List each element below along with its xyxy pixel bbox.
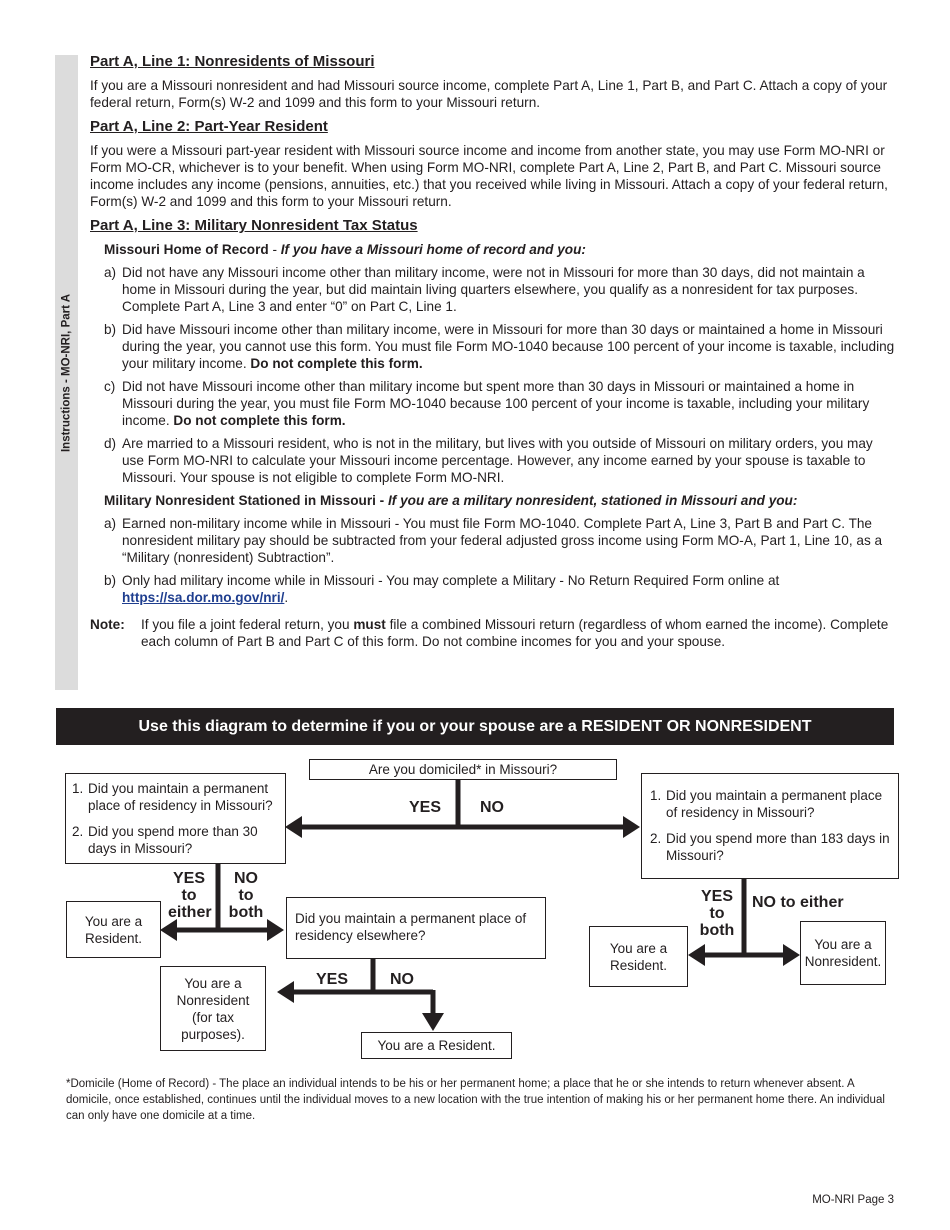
item-body: Did not have Missouri income other than military income but spent more than 30 days in Missouri or maintained a home in Missouri during the year, you must file Form MO-1040 because 100 percent of your income is taxable, including your military income. <box>122 379 870 428</box>
item-key: b) <box>104 322 117 337</box>
question <box>72 823 279 857</box>
question-text: Did you maintain a permanent place of residency in Missouri? <box>88 781 273 813</box>
nondomiciled-questions-box <box>641 773 899 879</box>
section-body: If you were a Missouri part-year resident with Missouri source income and income from another state, you may use Form MO-NRI or Form MO-CR, whichever is to your benefit. When using Form MO-NRI, complete Part A, Line 2, Part B, and Part C. Missouri source income includes any income (pensions, annuities, etc.) that you received while living in Missouri. Attach a copy of your federal return, Form(s) W-2 and 1099 and this form to your Missouri return. <box>90 143 888 209</box>
item-key: a) <box>104 265 117 280</box>
num: 1. <box>650 788 662 803</box>
sidebar-label: Instructions - MO-NRI, Part A <box>60 293 72 452</box>
question-text: Did you maintain a permanent place of residency in Missouri? <box>666 788 883 820</box>
note-label: Note: <box>90 617 125 632</box>
section-body: If you are a Missouri nonresident and had Missouri source income, complete Part A, Line 1, Part B, and Part C. Attach a copy of your federal return, Form(s) W-2 and 1099 and this form to your Missouri return. <box>90 78 888 110</box>
no-to-both-label: NO to both <box>228 870 264 921</box>
section-title: Part A, Line 1: Nonresidents of Missouri <box>90 53 375 70</box>
no-to-either-label: NO to either <box>752 894 844 911</box>
subheading-bold: Military Nonresident Stationed in Missouri - <box>104 493 388 508</box>
arrow-right <box>267 919 284 941</box>
elsewhere-question-box: Did you maintain a permanent place of residency elsewhere? <box>286 897 546 959</box>
arrow-down <box>422 1013 444 1031</box>
item-key: a) <box>104 516 117 531</box>
no-label: NO <box>390 971 414 988</box>
arrow-left <box>285 816 302 838</box>
punct: . <box>284 590 289 605</box>
nonresident-result-box: You are a Nonresident. <box>800 921 886 985</box>
subheading-italic: If you are a military nonresident, stationed in Missouri and you: <box>388 493 798 508</box>
item-bold: Do not complete this form. <box>173 413 346 428</box>
note-text: If you file a joint federal return, you <box>141 617 354 632</box>
question <box>72 780 279 814</box>
question-text: Did you spend more than 30 days in Missouri? <box>88 824 258 856</box>
nri-link[interactable]: https://sa.dor.mo.gov/nri/ <box>122 590 285 605</box>
item-body: Did have Missouri income other than military income, were in Missouri for more than 30 days or maintained a home in Missouri during the year, you cannot use this form. You must file Form MO-1040 because 100 percent of your income is taxable, including your military income. <box>122 322 895 371</box>
arrow-left <box>688 944 705 966</box>
item-key: c) <box>104 379 116 394</box>
subheading-italic: If you have a Missouri home of record and you: <box>280 242 586 257</box>
question-text: Did you spend more than 183 days in Missouri? <box>666 831 890 863</box>
item-body: Are married to a Missouri resident, who is not in the military, but lives with you outside of Missouri on military orders, you may use Form MO-NRI to calculate your Missouri income percentage. However, any income earned by your spouse is taxable to Missouri. Your spouse is not eligible to complete Form MO-NRI. <box>122 436 873 485</box>
domiciled-questions-box <box>65 773 286 864</box>
nonresident-tax-result-box: You are a Nonresident (for tax purposes). <box>160 966 266 1051</box>
note-text: file a combined Missouri return (regardless of whom earned the income). Complete each column of Part B and Part C of this form. Do not combine incomes for you and your spouse. <box>141 617 889 649</box>
yes-label: YES <box>408 799 441 816</box>
question <box>650 830 890 864</box>
item-text: Earned non-military income while in Missouri - You must file Form MO-1040. Complete Part A, Line 3, Part B and Part C. The nonresident military pay should be subtracted from your federal adjusted gross income using Form MO-A, Part 1, Line 10, as a “Military (nonresident) Subtraction”. <box>122 516 883 565</box>
subheading-bold: Missouri Home of Record <box>104 242 269 257</box>
item-bold: Do not complete this form. <box>250 356 423 371</box>
num: 2. <box>650 831 662 846</box>
sep: - <box>268 242 281 257</box>
no-label: NO <box>480 799 504 816</box>
item-text: Only had military income while in Missouri - You may complete a Military - No Return Required Form online at <box>122 573 780 588</box>
arrow-right <box>783 944 800 966</box>
note-bold: must <box>353 617 386 632</box>
resident-result-box: You are a Resident. <box>589 926 688 987</box>
yes-to-either-label: YES to either <box>168 870 212 921</box>
yes-to-both-label: YES to both <box>699 888 735 939</box>
item-key: b) <box>104 573 117 588</box>
diagram-banner: Use this diagram to determine if you or your spouse are a RESIDENT OR NONRESIDENT <box>56 708 894 745</box>
arrow-left <box>160 919 177 941</box>
num: 1. <box>72 781 84 796</box>
section-title: Part A, Line 3: Military Nonresident Tax Status <box>90 217 418 234</box>
resident-result-box: You are a Resident. <box>361 1032 512 1059</box>
domicile-question-box: Are you domiciled* in Missouri? <box>309 759 617 780</box>
section-title: Part A, Line 2: Part-Year Resident <box>90 118 328 135</box>
footnote: *Domicile (Home of Record) - The place an individual intends to be his or her permanent home; a place that he or she intends to return whenever absent. A domicile, once established, continues until the individual moves to a new location with the true intention of making his or her permanent home there. An individual can only have one domicile at a time. <box>66 1078 885 1122</box>
question <box>650 787 890 821</box>
page-number: MO-NRI Page 3 <box>812 1194 894 1206</box>
yes-label: YES <box>315 971 348 988</box>
num: 2. <box>72 824 84 839</box>
resident-result-box: You are a Resident. <box>66 901 161 958</box>
arrow-left <box>277 981 294 1003</box>
arrow-right <box>623 816 640 838</box>
item-key: d) <box>104 436 117 451</box>
item-body: Did not have any Missouri income other than military income, were not in Missouri for more than 30 days, did not maintain a home in Missouri during the year, but did maintain living quarters elsewhere, you qualify as a nonresident for tax purposes. Complete Part A, Line 3 and enter “0” on Part C, Line 1. <box>122 265 865 314</box>
